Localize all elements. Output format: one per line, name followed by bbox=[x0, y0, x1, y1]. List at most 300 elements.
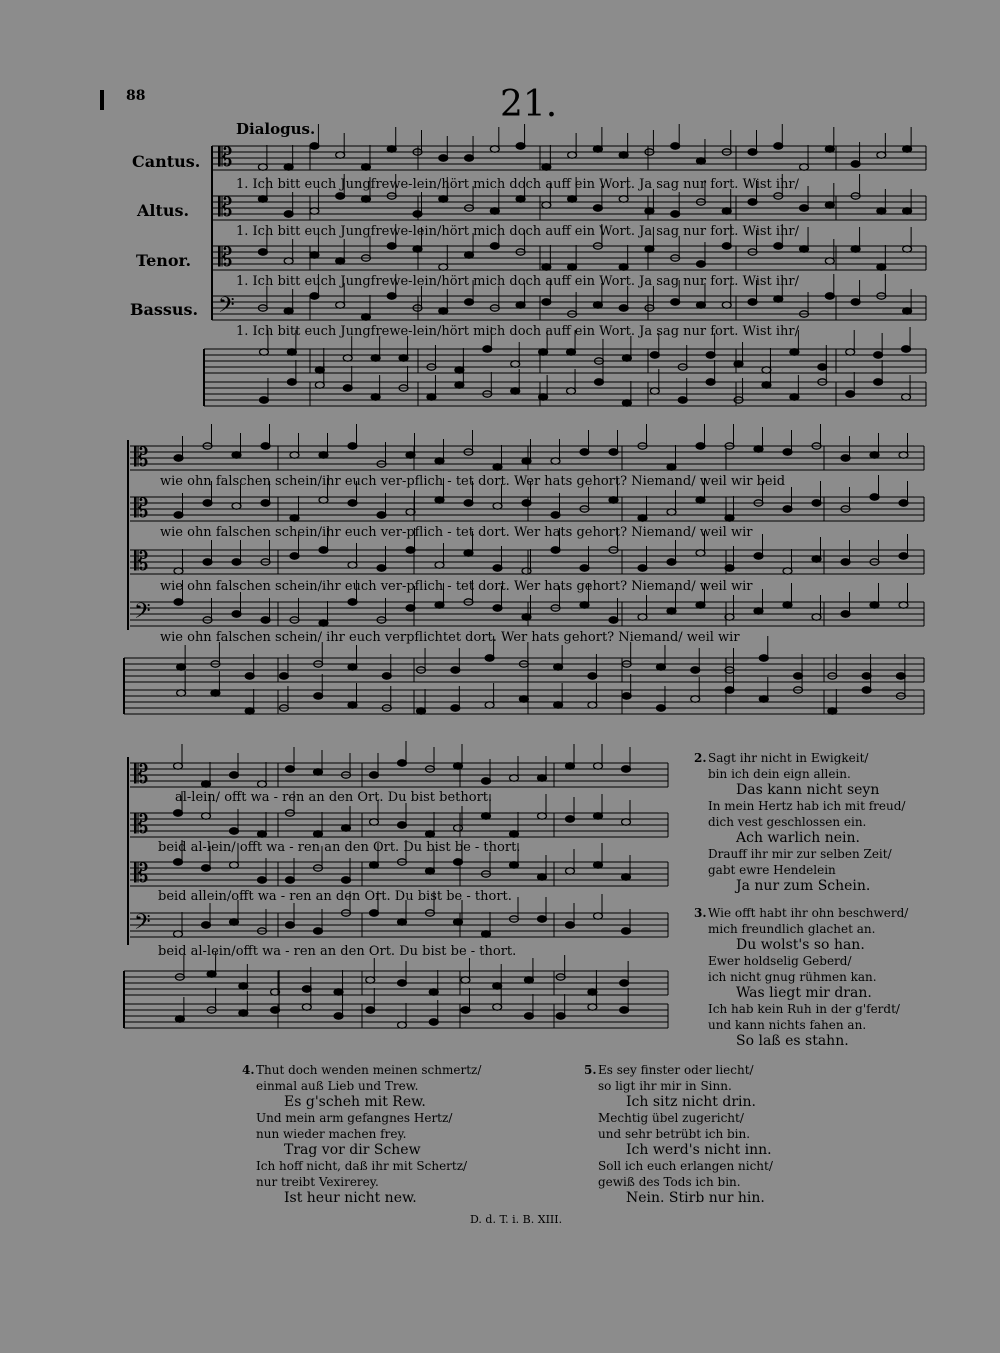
note-head bbox=[398, 822, 407, 828]
note-head bbox=[903, 208, 912, 214]
note-head bbox=[284, 308, 293, 314]
note-head bbox=[696, 550, 705, 556]
note-head bbox=[554, 702, 563, 708]
note-head bbox=[439, 264, 448, 270]
heading: Dialogus. bbox=[236, 120, 316, 138]
verse-line: nun wieder machen frey. bbox=[256, 1127, 407, 1141]
note-head bbox=[754, 553, 763, 559]
note-head bbox=[287, 349, 296, 355]
lyric-s3-bassus: beid al-lein/offt wa - ren an den Ort. Du bist be - thort. bbox=[158, 944, 517, 959]
note-head bbox=[202, 865, 211, 871]
note-head bbox=[696, 443, 705, 449]
note-head bbox=[774, 143, 783, 149]
note-head bbox=[230, 862, 239, 868]
note-head bbox=[706, 379, 715, 385]
note-head bbox=[451, 705, 460, 711]
note-head bbox=[174, 455, 183, 461]
note-head bbox=[493, 605, 502, 611]
note-head bbox=[439, 196, 448, 202]
note-head bbox=[334, 989, 343, 995]
clef-icon: 𝄢 bbox=[134, 599, 151, 629]
note-head bbox=[435, 497, 444, 503]
note-head bbox=[588, 673, 597, 679]
note-head bbox=[638, 614, 647, 620]
note-head bbox=[522, 500, 531, 506]
note-head bbox=[493, 565, 502, 571]
note-head bbox=[366, 977, 375, 983]
verse-line: Ich hab kein Ruh in der g'ferdt/ bbox=[708, 1002, 900, 1016]
note-head bbox=[232, 503, 241, 509]
note-head bbox=[290, 553, 299, 559]
note-head bbox=[230, 828, 239, 834]
note-head bbox=[794, 673, 803, 679]
note-head bbox=[524, 977, 533, 983]
note-head bbox=[522, 614, 531, 620]
note-head bbox=[774, 243, 783, 249]
note-head bbox=[619, 152, 628, 158]
note-head bbox=[566, 868, 575, 874]
note-head bbox=[667, 509, 676, 515]
verse-line: Ich hoff nicht, daß ihr mit Schertz/ bbox=[256, 1159, 468, 1173]
note-head bbox=[671, 299, 680, 305]
voice-label-altus: Altus. bbox=[137, 201, 190, 220]
verse-line: Du wolst's so han. bbox=[736, 937, 865, 953]
note-head bbox=[567, 388, 576, 394]
note-head bbox=[594, 813, 603, 819]
note-head bbox=[519, 696, 528, 702]
note-head bbox=[638, 565, 647, 571]
note-head bbox=[177, 690, 186, 696]
note-head bbox=[650, 388, 659, 394]
note-head bbox=[417, 708, 426, 714]
note-head bbox=[645, 246, 654, 252]
note-head bbox=[870, 602, 879, 608]
note-head bbox=[203, 500, 212, 506]
note-head bbox=[310, 208, 319, 214]
note-head bbox=[451, 667, 460, 673]
note-head bbox=[678, 397, 687, 403]
note-head bbox=[593, 205, 602, 211]
lyric-s2-cantus: wie ohn falschen schein/ihr euch ver-pflich - tet dort. Wer hats gehort? Niemand/ weil wir beid bbox=[160, 474, 786, 489]
note-head bbox=[314, 693, 323, 699]
note-head bbox=[465, 252, 474, 258]
note-head bbox=[174, 599, 183, 605]
note-head bbox=[825, 146, 834, 152]
lyric-s2-altus: wie ohn falschen schein/ihr euch ver-pflich - tet dort. Wer hats gehort? Niemand/ weil wir bbox=[160, 525, 753, 540]
note-head bbox=[370, 772, 379, 778]
verse-number: 3. bbox=[694, 906, 707, 920]
note-head bbox=[790, 394, 799, 400]
note-head bbox=[371, 355, 380, 361]
note-head bbox=[398, 1022, 407, 1028]
note-head bbox=[812, 500, 821, 506]
note-head bbox=[203, 559, 212, 565]
verse-number: 4. bbox=[242, 1063, 255, 1077]
verse-line: Ewer holdselig Geberd/ bbox=[708, 954, 852, 968]
note-head bbox=[258, 831, 267, 837]
note-head bbox=[245, 673, 254, 679]
note-head bbox=[812, 556, 821, 562]
voice-label-tenor: Tenor. bbox=[136, 251, 192, 270]
note-head bbox=[874, 352, 883, 358]
note-head bbox=[239, 983, 248, 989]
note-head bbox=[696, 497, 705, 503]
note-head bbox=[783, 449, 792, 455]
note-head bbox=[454, 825, 463, 831]
note-head bbox=[828, 708, 837, 714]
note-head bbox=[762, 382, 771, 388]
note-head bbox=[377, 512, 386, 518]
note-head bbox=[511, 388, 520, 394]
lyric-s1-bassus: 1. Ich bitt euch Jungfrewe-lein/hört mich doch auff ein Wort. Ja sag nur fort. Wist ihr/ bbox=[236, 324, 800, 339]
note-head bbox=[588, 989, 597, 995]
note-head bbox=[290, 452, 299, 458]
note-head bbox=[261, 617, 270, 623]
note-head bbox=[619, 264, 628, 270]
verse-line: In mein Hertz hab ich mit freud/ bbox=[708, 799, 906, 813]
note-head bbox=[232, 611, 241, 617]
note-head bbox=[539, 349, 548, 355]
note-head bbox=[377, 565, 386, 571]
verse-3 bbox=[694, 905, 968, 1049]
note-head bbox=[542, 202, 551, 208]
note-head bbox=[594, 862, 603, 868]
note-head bbox=[874, 379, 883, 385]
clef-icon: 𝄡 bbox=[134, 810, 149, 840]
note-head bbox=[812, 614, 821, 620]
note-head bbox=[483, 346, 492, 352]
note-head bbox=[567, 349, 576, 355]
note-head bbox=[538, 874, 547, 880]
note-head bbox=[348, 443, 357, 449]
note-head bbox=[594, 763, 603, 769]
note-head bbox=[594, 379, 603, 385]
note-head bbox=[671, 143, 680, 149]
note-head bbox=[566, 922, 575, 928]
note-head bbox=[366, 1007, 375, 1013]
note-head bbox=[211, 690, 220, 696]
note-head bbox=[759, 696, 768, 702]
note-head bbox=[485, 702, 494, 708]
note-head bbox=[870, 452, 879, 458]
note-head bbox=[361, 314, 370, 320]
note-head bbox=[342, 877, 351, 883]
note-head bbox=[259, 349, 268, 355]
page-number: 88 bbox=[126, 88, 146, 104]
note-head bbox=[174, 859, 183, 865]
verse-line: mich freundlich glachet an. bbox=[708, 922, 876, 936]
note-head bbox=[319, 620, 328, 626]
note-head bbox=[230, 772, 239, 778]
note-head bbox=[580, 449, 589, 455]
lyric-s2-tenor: wie ohn falschen schein/ihr euch ver-pflich - tet dort. Wer hats gehort? Niemand/ weil wir bbox=[160, 579, 753, 594]
note-head bbox=[759, 655, 768, 661]
note-head bbox=[174, 810, 183, 816]
note-head bbox=[783, 602, 792, 608]
clef-icon: 𝄡 bbox=[134, 494, 149, 524]
verse-line: und sehr betrübt ich bin. bbox=[598, 1127, 751, 1141]
note-head bbox=[609, 449, 618, 455]
note-head bbox=[439, 155, 448, 161]
clef-icon: 𝄡 bbox=[218, 243, 233, 273]
note-head bbox=[258, 249, 267, 255]
note-head bbox=[725, 515, 734, 521]
note-head bbox=[207, 971, 216, 977]
note-head bbox=[538, 775, 547, 781]
verse-line: gabt ewre Hendelein bbox=[708, 863, 836, 877]
note-head bbox=[568, 152, 577, 158]
note-head bbox=[551, 547, 560, 553]
note-head bbox=[783, 568, 792, 574]
note-head bbox=[319, 547, 328, 553]
note-head bbox=[706, 352, 715, 358]
note-head bbox=[622, 355, 631, 361]
note-head bbox=[877, 208, 886, 214]
note-head bbox=[609, 617, 618, 623]
note-head bbox=[722, 302, 731, 308]
lyric-s1-altus: 1. Ich bitt euch Jungfrewe-lein/hört mich doch auff ein Wort. Ja sag nur fort. Wist ihr/ bbox=[236, 224, 800, 239]
note-head bbox=[426, 868, 435, 874]
note-head bbox=[851, 299, 860, 305]
note-head bbox=[315, 367, 324, 373]
note-head bbox=[516, 143, 525, 149]
verse-line: Mechtig übel zugericht/ bbox=[598, 1111, 744, 1125]
note-head bbox=[667, 608, 676, 614]
note-head bbox=[899, 553, 908, 559]
verse-number: 5. bbox=[584, 1063, 597, 1077]
note-head bbox=[387, 243, 396, 249]
clef-icon: 𝄡 bbox=[134, 547, 149, 577]
note-head bbox=[464, 500, 473, 506]
clef-icon: 𝄡 bbox=[134, 859, 149, 889]
verse-line: Nein. Stirb nur hin. bbox=[626, 1190, 765, 1206]
note-head bbox=[398, 919, 407, 925]
note-head bbox=[551, 512, 560, 518]
note-head bbox=[896, 673, 905, 679]
note-head bbox=[336, 258, 345, 264]
note-head bbox=[284, 211, 293, 217]
note-head bbox=[556, 1013, 565, 1019]
lyric-s1-tenor: 1. Ich bitt euch Jungfrewe-lein/hört mich doch auff ein Wort. Ja sag nur fort. Wist ihr/ bbox=[236, 274, 800, 289]
verse-line: Ach warlich nein. bbox=[736, 830, 860, 846]
note-head bbox=[348, 500, 357, 506]
note-head bbox=[245, 708, 254, 714]
note-head bbox=[361, 196, 370, 202]
note-head bbox=[284, 258, 293, 264]
note-head bbox=[825, 293, 834, 299]
verse-line: Es g'scheh mit Rew. bbox=[284, 1094, 426, 1110]
lyric-s3-cantus: al-lein/ offt wa - ren an den Ort. Du bist bethort. bbox=[175, 790, 493, 805]
note-head bbox=[348, 599, 357, 605]
note-head bbox=[645, 208, 654, 214]
note-head bbox=[725, 565, 734, 571]
note-head bbox=[406, 547, 415, 553]
note-head bbox=[800, 246, 809, 252]
note-head bbox=[454, 763, 463, 769]
note-head bbox=[877, 152, 886, 158]
note-head bbox=[287, 379, 296, 385]
note-head bbox=[465, 155, 474, 161]
note-head bbox=[588, 1004, 597, 1010]
note-head bbox=[902, 346, 911, 352]
note-head bbox=[302, 1004, 311, 1010]
note-head bbox=[511, 361, 520, 367]
note-head bbox=[622, 819, 631, 825]
note-head bbox=[202, 813, 211, 819]
note-head bbox=[902, 394, 911, 400]
note-head bbox=[846, 391, 855, 397]
note-head bbox=[790, 349, 799, 355]
note-head bbox=[568, 264, 577, 270]
note-head bbox=[490, 208, 499, 214]
note-head bbox=[174, 568, 183, 574]
note-head bbox=[825, 258, 834, 264]
note-head bbox=[454, 859, 463, 865]
note-head bbox=[622, 766, 631, 772]
note-head bbox=[406, 605, 415, 611]
note-head bbox=[762, 367, 771, 373]
verse-line: einmal auß Lieb und Trew. bbox=[256, 1079, 419, 1093]
verse-line: Soll ich euch erlangen nicht/ bbox=[598, 1159, 773, 1173]
note-head bbox=[841, 455, 850, 461]
note-head bbox=[638, 515, 647, 521]
note-head bbox=[387, 146, 396, 152]
verse-line: Drauff ihr mir zur selben Zeit/ bbox=[708, 847, 892, 861]
note-head bbox=[493, 1004, 502, 1010]
note-head bbox=[516, 196, 525, 202]
note-head bbox=[413, 246, 422, 252]
note-head bbox=[903, 146, 912, 152]
note-head bbox=[239, 1010, 248, 1016]
note-head bbox=[258, 164, 267, 170]
note-head bbox=[671, 211, 680, 217]
note-head bbox=[310, 293, 319, 299]
note-head bbox=[691, 696, 700, 702]
song-number: 21. bbox=[500, 84, 558, 125]
note-head bbox=[371, 394, 380, 400]
note-head bbox=[464, 550, 473, 556]
note-head bbox=[261, 500, 270, 506]
note-head bbox=[343, 355, 352, 361]
note-head bbox=[622, 874, 631, 880]
note-head bbox=[455, 367, 464, 373]
note-head bbox=[361, 164, 370, 170]
note-head bbox=[722, 243, 731, 249]
note-head bbox=[734, 361, 743, 367]
verse-line: Und mein arm gefangnes Hertz/ bbox=[256, 1111, 453, 1125]
note-head bbox=[319, 452, 328, 458]
verse-line: dich vest geschlossen ein. bbox=[708, 815, 867, 829]
note-head bbox=[336, 302, 345, 308]
note-head bbox=[348, 562, 357, 568]
note-head bbox=[315, 382, 324, 388]
verse-line: nur treibt Vexirerey. bbox=[256, 1175, 379, 1189]
note-head bbox=[609, 497, 618, 503]
verse-line: Ich sitz nicht drin. bbox=[626, 1094, 756, 1110]
note-head bbox=[542, 164, 551, 170]
note-head bbox=[522, 458, 531, 464]
note-head bbox=[800, 164, 809, 170]
note-head bbox=[722, 208, 731, 214]
note-head bbox=[516, 302, 525, 308]
verse-line: bin ich dein eign allein. bbox=[708, 767, 851, 781]
note-head bbox=[177, 664, 186, 670]
note-head bbox=[841, 611, 850, 617]
verse-line: und kann nichts fahen an. bbox=[708, 1018, 867, 1032]
note-head bbox=[542, 299, 551, 305]
verse-number: 2. bbox=[694, 751, 707, 765]
lyric-s1-cantus: 1. Ich bitt euch Jungfrewe-lein/hört mich doch auff ein Wort. Ja sag nur fort. Wist ihr/ bbox=[236, 177, 800, 192]
note-head bbox=[580, 602, 589, 608]
note-head bbox=[465, 299, 474, 305]
note-head bbox=[774, 296, 783, 302]
note-head bbox=[846, 349, 855, 355]
note-head bbox=[619, 305, 628, 311]
note-head bbox=[490, 146, 499, 152]
verse-line: Sagt ihr nicht in Ewigkeit/ bbox=[708, 751, 869, 765]
lyric-s2-bassus: wie ohn falschen schein/ ihr euch verpflichtet dort. Wer hats gehort? Niemand/ weil wir bbox=[160, 630, 740, 645]
note-head bbox=[696, 602, 705, 608]
note-head bbox=[620, 1007, 629, 1013]
note-head bbox=[429, 1019, 438, 1025]
note-head bbox=[342, 825, 351, 831]
note-head bbox=[870, 494, 879, 500]
note-head bbox=[656, 705, 665, 711]
voice-label-bassus: Bassus. bbox=[130, 300, 199, 319]
verse-2 bbox=[694, 750, 968, 894]
note-head bbox=[877, 264, 886, 270]
verse-line: Wie offt habt ihr ohn beschwerd/ bbox=[708, 906, 909, 920]
verse-line: Das kann nicht seyn bbox=[736, 782, 880, 798]
note-head bbox=[336, 152, 345, 158]
note-head bbox=[302, 986, 311, 992]
note-head bbox=[279, 673, 288, 679]
note-head bbox=[490, 243, 499, 249]
verse-5 bbox=[584, 1062, 858, 1206]
note-head bbox=[539, 394, 548, 400]
note-head bbox=[435, 562, 444, 568]
clef-icon: 𝄡 bbox=[218, 193, 233, 223]
verse-line: Trag vor dir Schew bbox=[284, 1142, 421, 1158]
note-head bbox=[622, 928, 631, 934]
note-head bbox=[667, 559, 676, 565]
note-head bbox=[493, 503, 502, 509]
note-head bbox=[382, 673, 391, 679]
note-head bbox=[435, 602, 444, 608]
clef-icon: 𝄡 bbox=[134, 760, 149, 790]
note-head bbox=[290, 515, 299, 521]
note-head bbox=[510, 775, 519, 781]
note-head bbox=[538, 916, 547, 922]
note-head bbox=[594, 913, 603, 919]
note-head bbox=[406, 452, 415, 458]
note-head bbox=[524, 1013, 533, 1019]
note-head bbox=[336, 193, 345, 199]
note-head bbox=[667, 464, 676, 470]
note-head bbox=[314, 831, 323, 837]
lyric-s3-tenor: beid allein/offt wa - ren an den Ort. Du bist be - thort. bbox=[158, 889, 512, 904]
note-head bbox=[542, 264, 551, 270]
note-head bbox=[566, 816, 575, 822]
note-head bbox=[461, 1007, 470, 1013]
note-head bbox=[461, 977, 470, 983]
note-head bbox=[202, 922, 211, 928]
note-head bbox=[619, 196, 628, 202]
note-head bbox=[725, 687, 734, 693]
note-head bbox=[696, 158, 705, 164]
clef-icon: 𝄢 bbox=[218, 293, 235, 323]
verse-line: gewiß des Tods ich bin. bbox=[598, 1175, 741, 1189]
